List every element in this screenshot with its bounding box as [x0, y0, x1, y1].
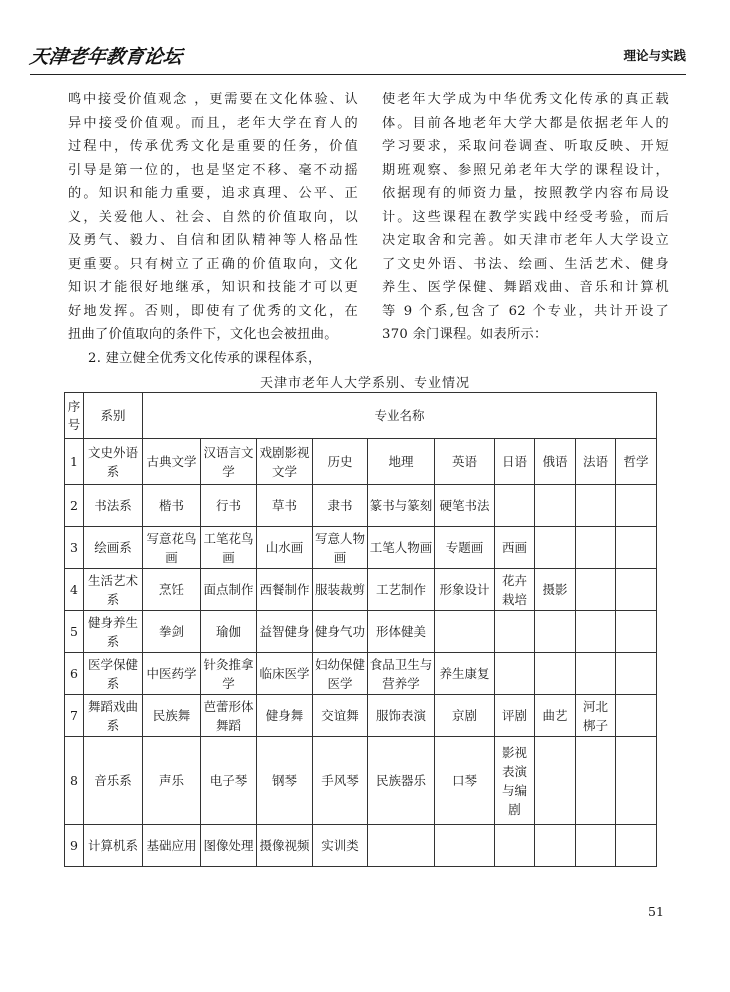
- text-line: 使老年大学成为中华优秀文化传承的真正载: [382, 92, 669, 107]
- major-cell: 工笔花鸟画: [201, 527, 257, 569]
- major-cell: 瑜伽: [201, 611, 257, 653]
- major-cell: 实训类: [313, 825, 368, 867]
- right-column-text: [382, 88, 669, 347]
- header-rule: [30, 74, 686, 75]
- major-cell: 口琴: [435, 737, 495, 825]
- major-cell: 历史: [313, 439, 368, 485]
- text-line: 计。这些课程在教学实践中经受考验，而后: [382, 209, 669, 225]
- header-cell-majors: 专业名称: [143, 393, 657, 439]
- major-cell: 面点制作: [201, 569, 257, 611]
- major-cell: 烹饪: [143, 569, 201, 611]
- major-cell: 形体健美: [368, 611, 435, 653]
- table-header-row: [65, 393, 657, 439]
- table-row: [65, 695, 657, 737]
- department-cell: 绘画系: [84, 527, 143, 569]
- department-cell: 医学保健系: [84, 653, 143, 695]
- major-cell: 针灸推拿学: [201, 653, 257, 695]
- row-number-cell: 7: [65, 695, 84, 737]
- left-column-text: [68, 88, 358, 347]
- major-cell: 工艺制作: [368, 569, 435, 611]
- text-line: 的。知识和能力重要，追求真理、公平、正: [68, 186, 358, 201]
- journal-logo: 天津老年教育论坛: [28, 46, 184, 68]
- major-cell: 拳剑: [143, 611, 201, 653]
- major-cell: [495, 825, 535, 867]
- major-cell: [368, 825, 435, 867]
- text-line: 养生、医学保健、舞蹈戏曲、音乐和计算机: [382, 280, 669, 295]
- major-cell: 服饰表演: [368, 695, 435, 737]
- major-cell: 妇幼保健医学: [313, 653, 368, 695]
- page-number: 51: [648, 904, 664, 919]
- text-line: 鸣中接受价值观念 ，更需要在文化体验、认: [68, 92, 358, 107]
- major-cell: 山水画: [257, 527, 313, 569]
- major-cell: 钢琴: [257, 737, 313, 825]
- major-cell: 草书: [257, 485, 313, 527]
- text-line: 学习要求，采取问卷调查、听取反映、开短: [382, 139, 669, 154]
- major-cell: [576, 527, 616, 569]
- table-row: [65, 439, 657, 485]
- major-cell: 养生康复: [435, 653, 495, 695]
- table-row: [65, 611, 657, 653]
- major-cell: [435, 611, 495, 653]
- major-cell: [435, 825, 495, 867]
- text-line: 异中接受价值观。而且，老年大学在育人的: [68, 115, 358, 131]
- major-cell: [495, 611, 535, 653]
- table-row: [65, 527, 657, 569]
- major-cell: [616, 695, 657, 737]
- major-cell: 健身舞: [257, 695, 313, 737]
- major-cell: 临床医学: [257, 653, 313, 695]
- table-row: [65, 653, 657, 695]
- department-cell: 文史外语系: [84, 439, 143, 485]
- major-cell: 西画: [495, 527, 535, 569]
- department-cell: 健身养生系: [84, 611, 143, 653]
- departments-table: [64, 392, 657, 867]
- major-cell: 地理: [368, 439, 435, 485]
- major-cell: [616, 825, 657, 867]
- major-cell: 专题画: [435, 527, 495, 569]
- major-cell: 俄语: [535, 439, 576, 485]
- department-cell: 生活艺术系: [84, 569, 143, 611]
- text-line: 更重要。只有树立了正确的价值取向，文化: [68, 256, 358, 272]
- header-cell-no: 序号: [65, 393, 84, 439]
- major-cell: [616, 485, 657, 527]
- text-line: 扭曲了价值取向的条件下，文化也会被扭曲。: [68, 327, 338, 342]
- text-line: 期班观察、参照兄弟老年大学的课程设计，: [382, 162, 669, 178]
- text-line: 过程中，传承优秀文化是重要的任务，价值: [68, 139, 358, 154]
- major-cell: 交谊舞: [313, 695, 368, 737]
- text-line: 等 9 个系,包含了 62 个专业，共计开设了: [382, 303, 669, 319]
- major-cell: [576, 611, 616, 653]
- major-cell: 写意花鸟画: [143, 527, 201, 569]
- section-heading-2: 2. 建立健全优秀文化传承的课程体系，: [88, 351, 322, 366]
- major-cell: 图像处理: [201, 825, 257, 867]
- text-line: 义，关爱他人、社会、自然的价值取向，以: [68, 209, 358, 225]
- major-cell: 河北梆子: [576, 695, 616, 737]
- major-cell: 花卉栽培: [495, 569, 535, 611]
- major-cell: 硬笔书法: [435, 485, 495, 527]
- major-cell: [495, 653, 535, 695]
- major-cell: 基础应用: [143, 825, 201, 867]
- major-cell: 楷书: [143, 485, 201, 527]
- major-cell: [616, 653, 657, 695]
- text-line: 了文史外语、书法、绘画、生活艺术、健身: [382, 256, 669, 272]
- major-cell: 民族器乐: [368, 737, 435, 825]
- major-cell: 日语: [495, 439, 535, 485]
- table-caption: 天津市老年人大学系别、专业情况: [259, 376, 470, 391]
- major-cell: [535, 825, 576, 867]
- major-cell: 摄像视频: [257, 825, 313, 867]
- major-cell: [535, 485, 576, 527]
- table-row: [65, 485, 657, 527]
- department-cell: 舞蹈戏曲系: [84, 695, 143, 737]
- department-cell: 计算机系: [84, 825, 143, 867]
- table-row: [65, 737, 657, 825]
- major-cell: 手风琴: [313, 737, 368, 825]
- major-cell: 中医药学: [143, 653, 201, 695]
- major-cell: [535, 737, 576, 825]
- major-cell: 隶书: [313, 485, 368, 527]
- major-cell: [616, 569, 657, 611]
- major-cell: 西餐制作: [257, 569, 313, 611]
- major-cell: 写意人物画: [313, 527, 368, 569]
- major-cell: 芭蕾形体舞蹈: [201, 695, 257, 737]
- major-cell: 食品卫生与营养学: [368, 653, 435, 695]
- section-title: 理论与实践: [623, 48, 686, 63]
- major-cell: 法语: [576, 439, 616, 485]
- text-line: 依据现有的师资力量，按照教学内容布局设: [382, 186, 669, 201]
- major-cell: 摄影: [535, 569, 576, 611]
- major-cell: [576, 737, 616, 825]
- major-cell: 篆书与篆刻: [368, 485, 435, 527]
- major-cell: [576, 569, 616, 611]
- text-line: 好地发挥。否则，即使有了优秀的文化，在: [68, 303, 358, 319]
- text-line: 370 余门课程。如表所示：: [382, 327, 548, 342]
- major-cell: 电子琴: [201, 737, 257, 825]
- major-cell: 益智健身: [257, 611, 313, 653]
- row-number-cell: 2: [65, 485, 84, 527]
- major-cell: [535, 611, 576, 653]
- major-cell: 影视表演与编剧: [495, 737, 535, 825]
- row-number-cell: 1: [65, 439, 84, 485]
- major-cell: 评剧: [495, 695, 535, 737]
- row-number-cell: 5: [65, 611, 84, 653]
- major-cell: 健身气功: [313, 611, 368, 653]
- text-line: 引导是第一位的，也是坚定不移、毫不动摇: [68, 162, 358, 178]
- row-number-cell: 9: [65, 825, 84, 867]
- major-cell: [616, 737, 657, 825]
- text-line: 体。目前各地老年大学大都是依据老年人的: [382, 115, 669, 131]
- major-cell: 服装裁剪: [313, 569, 368, 611]
- major-cell: 声乐: [143, 737, 201, 825]
- table-row: [65, 825, 657, 867]
- major-cell: 古典文学: [143, 439, 201, 485]
- major-cell: [495, 485, 535, 527]
- major-cell: 工笔人物画: [368, 527, 435, 569]
- major-cell: [535, 653, 576, 695]
- row-number-cell: 8: [65, 737, 84, 825]
- major-cell: 形象设计: [435, 569, 495, 611]
- major-cell: 民族舞: [143, 695, 201, 737]
- major-cell: [535, 527, 576, 569]
- text-line: 决定取舍和完善。如天津市老年人大学设立: [382, 233, 669, 248]
- row-number-cell: 6: [65, 653, 84, 695]
- major-cell: 哲学: [616, 439, 657, 485]
- major-cell: 曲艺: [535, 695, 576, 737]
- major-cell: [576, 825, 616, 867]
- major-cell: 戏剧影视文学: [257, 439, 313, 485]
- major-cell: 英语: [435, 439, 495, 485]
- major-cell: 京剧: [435, 695, 495, 737]
- major-cell: [576, 485, 616, 527]
- major-cell: [616, 527, 657, 569]
- page-header: [30, 42, 686, 70]
- row-number-cell: 4: [65, 569, 84, 611]
- department-cell: 书法系: [84, 485, 143, 527]
- department-cell: 音乐系: [84, 737, 143, 825]
- major-cell: 汉语言文学: [201, 439, 257, 485]
- major-cell: [576, 653, 616, 695]
- table-row: [65, 569, 657, 611]
- major-cell: [616, 611, 657, 653]
- text-line: 及勇气、毅力、自信和团队精神等人格品性: [68, 233, 358, 248]
- row-number-cell: 3: [65, 527, 84, 569]
- text-line: 知识才能很好地继承，知识和技能才可以更: [68, 280, 358, 295]
- major-cell: 行书: [201, 485, 257, 527]
- header-cell-dept: 系别: [84, 393, 143, 439]
